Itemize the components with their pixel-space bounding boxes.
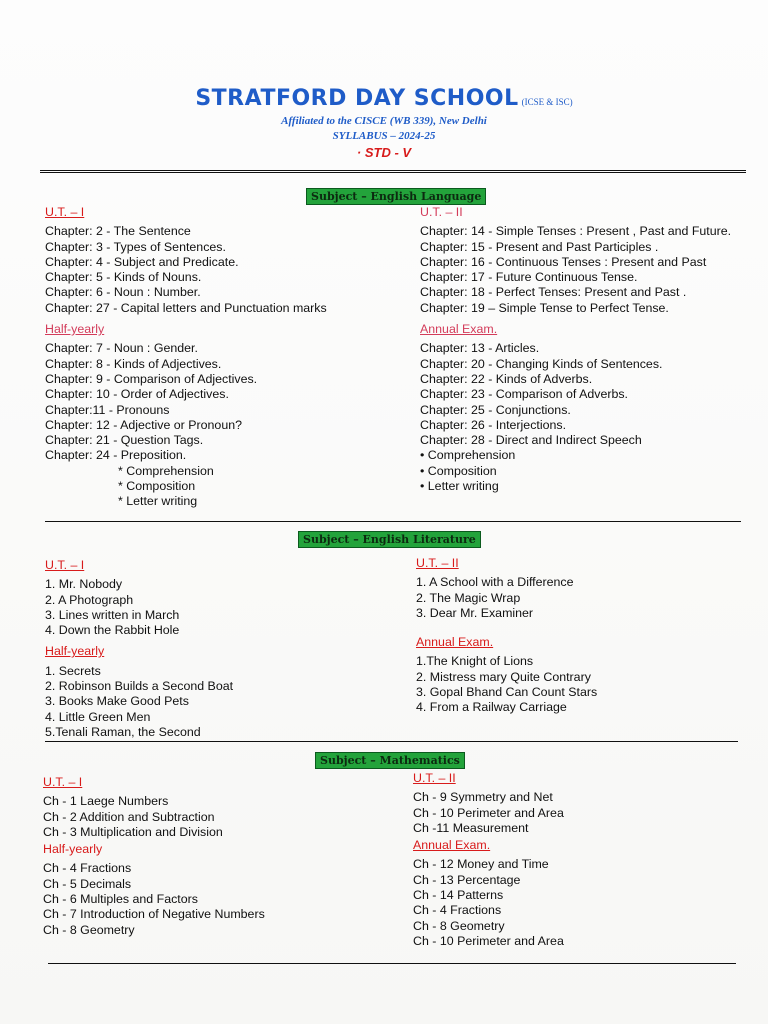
syllabus-item: 4. Down the Rabbit Hole (45, 623, 180, 638)
syllabus-item: Chapter: 22 - Kinds of Adverbs. (420, 371, 593, 386)
syllabus-item: Ch - 10 Perimeter and Area (413, 933, 564, 948)
syllabus-item: Ch - 10 Perimeter and Area (413, 805, 564, 820)
syllabus-item: 3. Gopal Bhand Can Count Stars (416, 685, 598, 700)
syllabus-item: Ch - 3 Multiplication and Division (43, 824, 223, 839)
english-literature-right (416, 556, 597, 716)
bottom-divider (48, 963, 736, 964)
section-divider (45, 521, 741, 522)
syllabus-item: 2. Mistress mary Quite Contrary (416, 669, 591, 684)
ut1-list (45, 224, 327, 316)
syllabus-item: Chapter: 8 - Kinds of Adjectives. (45, 356, 222, 371)
syllabus-item: Ch - 8 Geometry (413, 918, 505, 933)
syllabus-item: Ch - 2 Addition and Subtraction (43, 809, 215, 824)
syllabus-item: Chapter: 18 - Perfect Tenses: Present and Past . (420, 285, 687, 300)
syllabus-item: • Letter writing (420, 479, 499, 494)
half-yearly-heading: Half-yearly (45, 644, 105, 659)
syllabus-item: * Comprehension (118, 463, 214, 478)
mathematics-right (413, 771, 564, 949)
syllabus-item: Chapter: 2 - The Sentence (45, 224, 191, 239)
syllabus-item: * Composition (118, 479, 196, 494)
syllabus-item: Chapter: 5 - Kinds of Nouns. (45, 270, 202, 285)
syllabus-item: Chapter: 4 - Subject and Predicate. (45, 254, 239, 269)
syllabus-item: Chapter: 14 - Simple Tenses : Present , Past and Future. (420, 224, 732, 239)
syllabus-item: Chapter: 9 - Comparison of Adjectives. (45, 371, 258, 386)
syllabus-item: Ch -11 Measurement (413, 820, 529, 835)
ut2-heading: U.T. – II (416, 556, 459, 570)
syllabus-item: Chapter: 24 - Preposition. (45, 448, 187, 463)
syllabus-item: Ch - 12 Money and Time (413, 857, 549, 872)
syllabus-item: Ch - 1 Laege Numbers (43, 794, 169, 809)
syllabus-item: Chapter: 28 - Direct and Indirect Speech (420, 433, 642, 448)
syllabus-item: 5.Tenali Raman, the Second (45, 724, 201, 739)
english-language-right (420, 205, 731, 494)
subject-mathematics: Subject – Mathematics (315, 752, 465, 769)
syllabus-item: Chapter: 27 - Capital letters and Punctuation marks (45, 300, 327, 315)
annual-exam-list (416, 654, 597, 715)
syllabus-item: Chapter: 3 - Types of Sentences. (45, 239, 226, 254)
syllabus-item: Ch - 7 Introduction of Negative Numbers (43, 907, 265, 922)
school-name: STRATFORD DAY SCHOOL (195, 86, 519, 111)
syllabus-item: 2. The Magic Wrap (416, 590, 521, 605)
syllabus-item: 2. A Photograph (45, 592, 134, 607)
syllabus-item: 1. Mr. Nobody (45, 577, 123, 592)
class-std: · STD - V (356, 145, 412, 160)
syllabus-item: Chapter: 16 - Continuous Tenses : Present and Past (420, 254, 707, 269)
syllabus-item: Chapter: 20 - Changing Kinds of Sentences. (420, 356, 663, 371)
ut1-heading: U.T. – I (45, 205, 85, 219)
ut2-list (413, 790, 564, 836)
syllabus-item: Chapter: 15 - Present and Past Participles . (420, 239, 659, 254)
ut2-heading: U.T. – II (413, 771, 456, 785)
header-divider (40, 170, 746, 173)
syllabus-item: 1. Secrets (45, 663, 101, 678)
syllabus-item: Chapter: 7 - Noun : Gender. (45, 341, 198, 356)
syllabus-item: Chapter: 21 - Question Tags. (45, 433, 204, 448)
syllabus-item: Ch - 5 Decimals (43, 876, 132, 891)
syllabus-item: • Comprehension (420, 448, 516, 463)
syllabus-year: SYLLABUS – 2024-25 (332, 130, 436, 142)
syllabus-item: 1.The Knight of Lions (416, 654, 534, 669)
syllabus-item: 3. Dear Mr. Examiner (416, 605, 534, 620)
syllabus-item: Ch - 14 Patterns (413, 888, 504, 903)
half-yearly-list (45, 341, 327, 463)
annual-exam-list (420, 341, 731, 494)
english-literature-left (45, 558, 233, 740)
syllabus-item: Ch - 4 Fractions (43, 861, 132, 876)
syllabus-item: Ch - 6 Multiples and Factors (43, 892, 198, 907)
annual-exam-heading: Annual Exam. (420, 322, 498, 337)
syllabus-item: Chapter: 25 - Conjunctions. (420, 402, 571, 417)
syllabus-item: 1. A School with a Difference (416, 575, 574, 590)
syllabus-item: Chapter: 10 - Order of Adjectives. (45, 387, 229, 402)
english-language-left (45, 205, 327, 510)
affiliation: Affiliated to the CISCE (WB 339), New Delhi (281, 115, 487, 127)
half-yearly-list (45, 664, 233, 740)
half-yearly-list (43, 861, 265, 937)
section-divider (45, 741, 738, 742)
ut2-list (416, 575, 597, 621)
syllabus-item: Chapter: 23 - Comparison of Adverbs. (420, 387, 628, 402)
syllabus-item: Chapter: 6 - Noun : Number. (45, 285, 201, 300)
syllabus-item: Chapter: 26 - Interjections. (420, 417, 567, 432)
syllabus-item: Chapter: 19 – Simple Tense to Perfect Tense. (420, 300, 669, 315)
ut1-heading: U.T. – I (45, 558, 85, 572)
syllabus-item: 3. Books Make Good Pets (45, 694, 189, 709)
annual-exam-list (413, 857, 564, 949)
ut1-list (45, 577, 233, 638)
subject-english-literature: Subject – English Literature (298, 531, 481, 548)
subject-english-language: Subject – English Language (306, 188, 486, 205)
syllabus-item: * Letter writing (118, 494, 198, 509)
ut1-heading: U.T. – I (43, 775, 83, 789)
syllabus-item: Ch - 13 Percentage (413, 872, 521, 887)
half-yearly-heading: Half-yearly (45, 322, 105, 337)
syllabus-item: 3. Lines written in March (45, 607, 180, 622)
syllabus-item: Chapter: 13 - Articles. (420, 341, 540, 356)
ut2-list (420, 224, 731, 316)
syllabus-item: Ch - 9 Symmetry and Net (413, 790, 553, 805)
syllabus-item: 2. Robinson Builds a Second Boat (45, 679, 234, 694)
syllabus-item: Ch - 8 Geometry (43, 922, 135, 937)
syllabus-item: 4. From a Railway Carriage (416, 700, 567, 715)
syllabus-item: Chapter: 17 - Future Continuous Tense. (420, 270, 638, 285)
annual-exam-heading: Annual Exam. (413, 838, 491, 853)
half-yearly-heading: Half-yearly (43, 842, 103, 857)
syllabus-item: 4. Little Green Men (45, 709, 151, 724)
school-header (0, 86, 768, 160)
ut1-list (43, 794, 265, 840)
syllabus-item: Ch - 4 Fractions (413, 903, 502, 918)
ut2-heading: U.T. – II (420, 205, 463, 219)
board-label: (ICSE & ISC) (521, 97, 573, 107)
half-yearly-extra-list (45, 464, 327, 510)
annual-exam-heading: Annual Exam. (416, 635, 494, 650)
syllabus-item: Chapter: 12 - Adjective or Pronoun? (45, 417, 242, 432)
syllabus-item: Chapter:11 - Pronouns (45, 402, 170, 417)
mathematics-left (43, 775, 265, 938)
syllabus-item: • Composition (420, 463, 497, 478)
